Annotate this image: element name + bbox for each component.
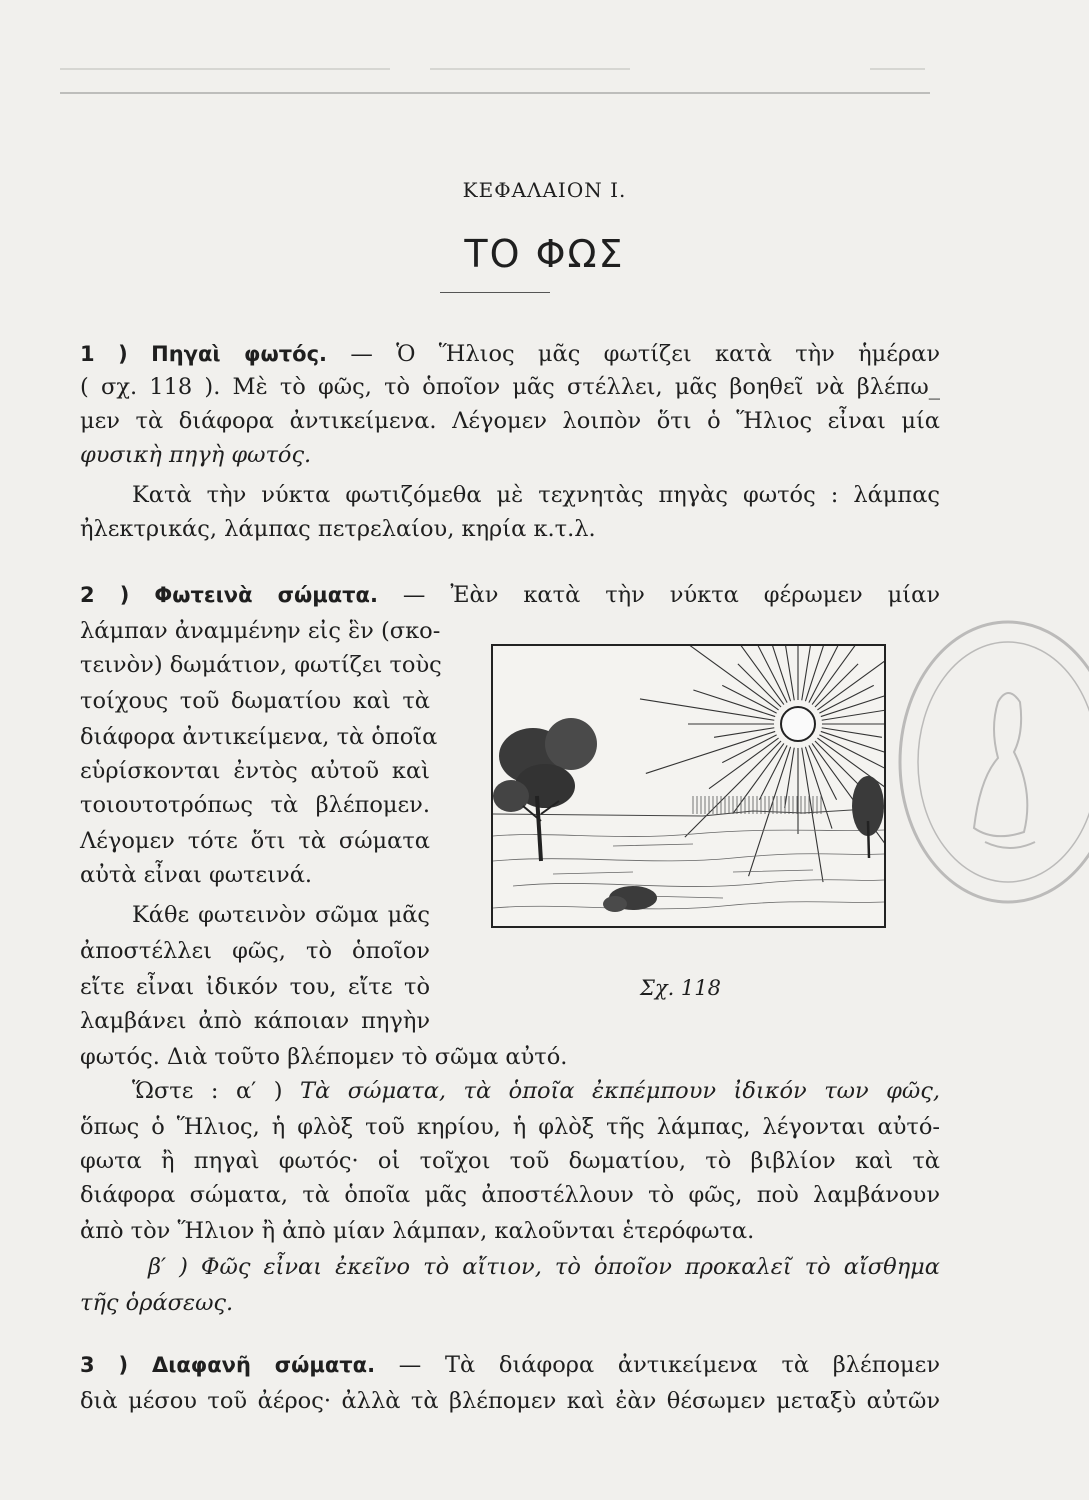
- section1-line-5: Κατὰ τὴν νύκτα φωτιζόμεθα μὲ τεχνητὰς πηγὰς φωτός : λάμπας: [132, 482, 940, 508]
- landscape-sun-drawing: [493, 646, 884, 926]
- section2-line-7: τοιουτοτρόπως τὰ βλέπομεν.: [80, 792, 430, 818]
- section1-heading: 1 ) Πηγαὶ φωτός.: [80, 342, 327, 366]
- bleed-through-line: [430, 68, 630, 70]
- landscape-sun-illustration: [491, 644, 886, 928]
- section2-line-6: εὑρίσκονται ἐντὸς αὐτοῦ καὶ: [80, 758, 430, 784]
- wste-line-3: φωτα ἢ πηγαὶ φωτός· οἱ τοῖχοι τοῦ δωματίου, τὸ βιβλίον καὶ τὰ: [80, 1148, 940, 1174]
- section2-line-9: αὐτὰ εἶναι φωτεινά.: [80, 862, 313, 888]
- wste-line-4: διάφορα σώματα, τὰ ὁποῖα μᾶς ἀποστέλλουν τὸ φῶς, ποὺ λαμβάνουν: [80, 1182, 940, 1208]
- section2-line-8: Λέγομεν τότε ὅτι τὰ σώματα: [80, 828, 430, 854]
- section2-heading: 2 ) Φωτεινὰ σώματα.: [80, 583, 378, 607]
- beta-line-2: τῆς ὁράσεως.: [80, 1290, 234, 1316]
- wste-line-2: ὅπως ὁ Ἥλιος, ἡ φλὸξ τοῦ κηρίου, ἡ φλὸξ τῆς λάμπας, λέγονται αὐτό-: [80, 1114, 940, 1140]
- section2-line-10: Κάθε φωτεινὸν σῶμα μᾶς: [132, 902, 430, 928]
- section2-line-3: τεινὸν) δωμάτιον, φωτίζει τοὺς: [80, 652, 442, 678]
- section2-line-13: λαμβάνει ἀπὸ κάποιαν πηγὴν: [80, 1008, 430, 1034]
- section2-line-4: τοίχους τοῦ δωματίου καὶ τὰ: [80, 688, 430, 714]
- section2-line-2: λάμπαν ἀναμμένην εἰς ἓν (σκο-: [80, 618, 441, 644]
- section3-heading: 3 ) Διαφανῆ σώματα.: [80, 1353, 376, 1377]
- wste-line-1: Ὥστε : α′ ) Τὰ σώματα, τὰ ὁποῖα ἐκπέμπουν ἰδικόν των φῶς,: [132, 1078, 941, 1104]
- section2-line-14: φωτός. Διὰ τοῦτο βλέπομεν τὸ σῶμα αὐτό.: [80, 1044, 568, 1070]
- wste-line-5: ἀπὸ τὸν Ἥλιον ἢ ἀπὸ μίαν λάμπαν, καλοῦνται ἑτερόφωτα.: [80, 1218, 755, 1244]
- bleed-through-line: [870, 68, 925, 70]
- header-rule: [60, 92, 930, 94]
- page-title: ΤΟ ΦΩΣ: [464, 232, 625, 276]
- figure-caption: Σχ. 118: [640, 976, 722, 1000]
- section2-line-5: διάφορα ἀντικείμενα, τὰ ὁποῖα: [80, 724, 438, 750]
- section3-line-2: διὰ μέσου τοῦ ἀέρος· ἀλλὰ τὰ βλέπομεν καὶ ἐὰν θέσωμεν μεταξὺ αὐτῶν: [80, 1388, 940, 1414]
- section1-line-4: φυσικὴ πηγὴ φωτός.: [80, 442, 312, 468]
- title-rule: [440, 292, 550, 293]
- library-stamp: [893, 612, 1089, 912]
- section2-line-12: εἴτε εἶναι ἰδικόν του, εἴτε τὸ: [80, 974, 430, 1000]
- section2-line-11: ἀποστέλλει φῶς, τὸ ὁποῖον: [80, 938, 430, 964]
- beta-line-1: β′ ) Φῶς εἶναι ἐκεῖνο τὸ αἴτιον, τὸ ὁποῖον προκαλεῖ τὸ αἴσθημα: [148, 1254, 940, 1280]
- section2-line-1: 2 ) Φωτεινὰ σώματα. — Ἐὰν κατὰ τὴν νύκτα φέρωμεν μίαν: [80, 582, 940, 608]
- chapter-label: ΚΕΦΑΛΑΙΟΝ Ι.: [462, 178, 627, 202]
- section1-line-3: μεν τὰ διάφορα ἀντικείμενα. Λέγομεν λοιπὸν ὅτι ὁ Ἥλιος εἶναι μία: [80, 408, 940, 434]
- section1-line-2: ( σχ. 118 ). Μὲ τὸ φῶς, τὸ ὁποῖον μᾶς στέλλει, μᾶς βοηθεῖ νὰ βλέπω_: [80, 374, 940, 400]
- bleed-through-line: [60, 68, 390, 70]
- section1-line-1: 1 ) Πηγαὶ φωτός. — Ὁ Ἥλιος μᾶς φωτίζει κατὰ τὴν ἡμέραν: [80, 341, 940, 367]
- section1-line-6: ἠλεκτρικάς, λάμπας πετρελαίου, κηρία κ.τ.λ.: [80, 516, 596, 542]
- section3-line-1: 3 ) Διαφανῆ σώματα. — Τὰ διάφορα ἀντικείμενα τὰ βλέπομεν: [80, 1352, 941, 1378]
